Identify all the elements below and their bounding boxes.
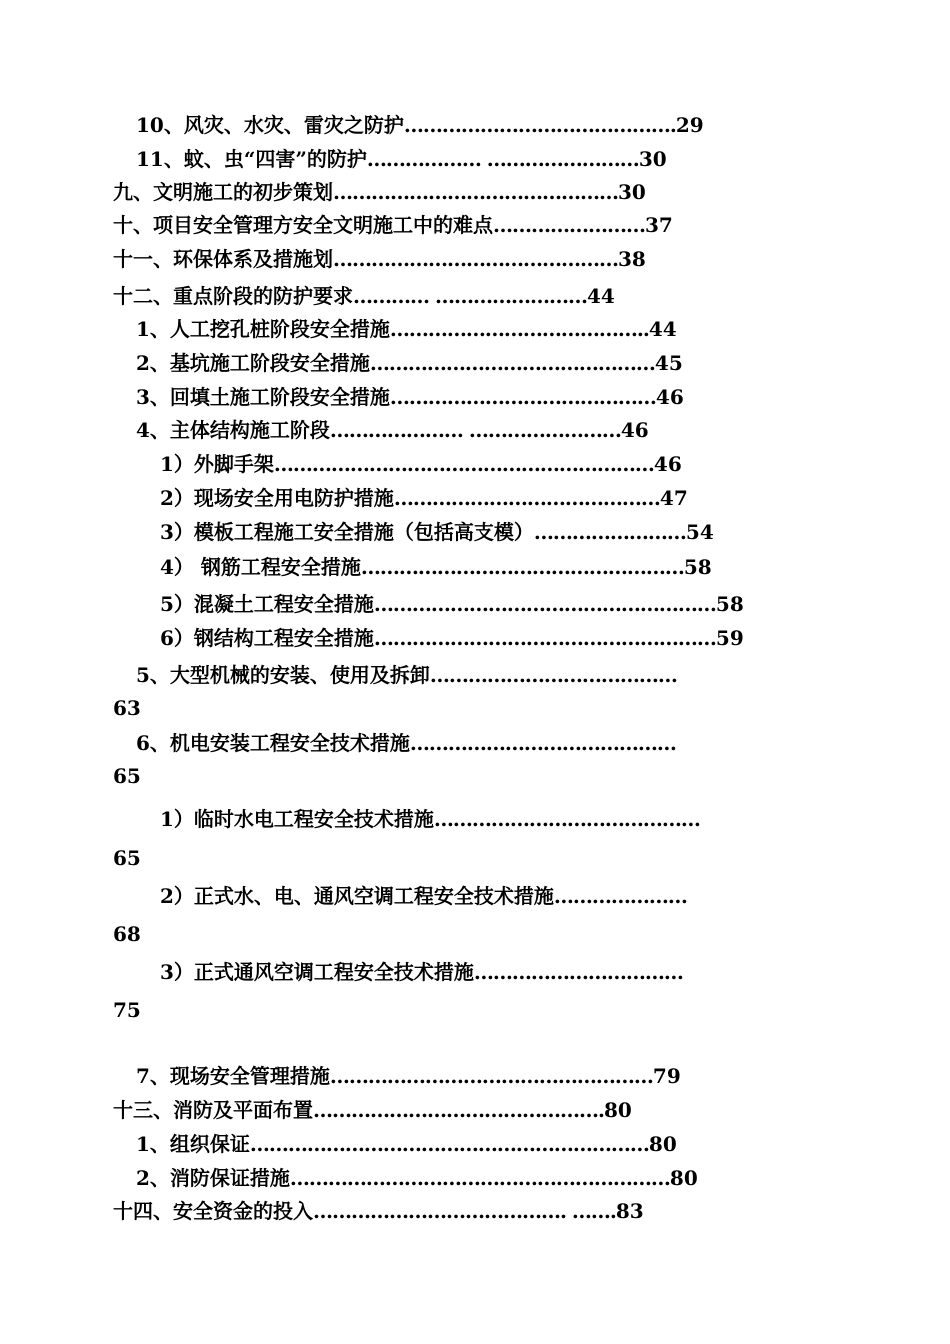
- toc-leader-dots: ………………………………………: [369, 351, 655, 375]
- toc-entry-title: 1）临时水电工程安全技术措施: [160, 807, 434, 831]
- toc-page-number: 44: [586, 284, 615, 308]
- toc-leader-dots: …………………………………: [429, 663, 677, 687]
- toc-entry-title: 1）外脚手架: [160, 452, 274, 476]
- toc-leader-dots: ……………………: [533, 520, 686, 544]
- toc-leader-dots: ……………………………………………………: [289, 1166, 670, 1190]
- toc-entry-title: 九、文明施工的初步策划: [113, 180, 333, 204]
- toc-entry-title: 3）正式通风空调工程安全技术措施: [160, 960, 474, 984]
- toc-page-number: 75: [113, 998, 141, 1022]
- toc-entry[interactable]: [113, 179, 646, 205]
- toc-entry-title: 4） 钢筋工程安全措施: [160, 555, 361, 579]
- toc-leader-dots: …………………: [553, 884, 687, 908]
- toc-entry[interactable]: [136, 1063, 681, 1089]
- toc-entry[interactable]: [136, 417, 649, 443]
- toc-entry-title: 5）混凝土工程安全措施: [160, 592, 374, 616]
- toc-leader-dots: ………… ……………………: [353, 284, 587, 308]
- toc-page-number: 45: [654, 351, 683, 375]
- toc-entry-title: 1、组织保证: [136, 1132, 250, 1156]
- toc-entry-title: 6、机电安装工程安全技术措施: [136, 731, 410, 755]
- toc-leader-dots: ………………………………………………………: [249, 1132, 649, 1156]
- toc-entry-title: 2）现场安全用电防护措施: [160, 486, 394, 510]
- toc-entry[interactable]: [113, 246, 646, 272]
- toc-page-number: 46: [653, 452, 682, 476]
- toc-entry-title: 5、大型机械的安装、使用及拆卸: [136, 663, 430, 687]
- toc-entry-title: 十一、环保体系及措施划: [113, 247, 333, 271]
- toc-page-number: 29: [675, 113, 704, 137]
- toc-entry[interactable]: [160, 451, 682, 477]
- toc-page-number: 54: [685, 520, 714, 544]
- toc-page-number: 46: [655, 385, 684, 409]
- toc-entry-title: 3）模板工程施工安全措施（包括高支模）: [160, 520, 534, 544]
- toc-leader-dots: ……………………………: [473, 960, 683, 984]
- toc-entry-title: 十、项目安全管理方安全文明施工中的难点: [113, 213, 493, 237]
- toc-entry[interactable]: [160, 806, 700, 832]
- toc-entry[interactable]: [136, 384, 684, 410]
- toc-entry[interactable]: [136, 730, 676, 756]
- toc-leader-dots: ……………………………………………………: [273, 452, 654, 476]
- toc-leader-dots: …………………………………..: [389, 317, 649, 341]
- toc-leader-dots: ………………………………………………: [373, 626, 716, 650]
- toc-page-number: 59: [715, 626, 744, 650]
- toc-page-number: 80: [648, 1132, 677, 1156]
- toc-page-number: 30: [638, 147, 667, 171]
- toc-entry-title: 7、现场安全管理措施: [136, 1064, 330, 1088]
- toc-leader-dots: …………………………………….: [403, 113, 676, 137]
- toc-entry[interactable]: [113, 212, 673, 238]
- toc-entry-title: 2）正式水、电、通风空调工程安全技术措施: [160, 884, 554, 908]
- toc-entry-title: 十三、消防及平面布置: [113, 1098, 313, 1122]
- toc-page-number: 58: [715, 592, 744, 616]
- toc-leader-dots: ……………………………………: [409, 731, 676, 755]
- toc-entry[interactable]: [136, 350, 683, 376]
- toc-entry[interactable]: [160, 883, 687, 909]
- toc-entry[interactable]: [136, 1165, 698, 1191]
- toc-leader-dots: ……………………………………….: [313, 1098, 604, 1122]
- toc-entry[interactable]: [136, 146, 667, 172]
- toc-leader-dots: …………………………………. …….: [313, 1199, 616, 1223]
- toc-page-number: 44: [648, 317, 677, 341]
- toc-entry[interactable]: [136, 316, 677, 342]
- toc-page-number: 58: [683, 555, 712, 579]
- toc-page-number: 79: [652, 1064, 681, 1088]
- toc-page-number: 63: [113, 696, 141, 720]
- toc-entry[interactable]: [160, 554, 712, 580]
- toc-page-number: 68: [113, 922, 141, 946]
- toc-entry[interactable]: [160, 485, 688, 511]
- toc-entry[interactable]: [160, 591, 744, 617]
- toc-entry[interactable]: [113, 1097, 632, 1123]
- toc-page-number: 46: [620, 418, 649, 442]
- toc-leader-dots: ……………………………………: [389, 385, 656, 409]
- toc-entry[interactable]: [160, 625, 744, 651]
- toc-entry-title: 2、基坑施工阶段安全措施: [136, 351, 370, 375]
- toc-leader-dots: ……………… ……………………: [366, 147, 639, 171]
- toc-page-number: 30: [618, 180, 646, 204]
- toc-entry[interactable]: [136, 1131, 677, 1157]
- toc-leader-dots: ……………………………………………: [360, 555, 684, 579]
- toc-entry-title: 3、回填土施工阶段安全措施: [136, 385, 390, 409]
- toc-entry[interactable]: [136, 112, 704, 138]
- toc-page-number: 65: [113, 764, 141, 788]
- toc-entry[interactable]: [136, 662, 677, 688]
- toc-page-number: 38: [618, 247, 646, 271]
- toc-entry-title: 十四、安全资金的投入: [113, 1199, 313, 1223]
- toc-entry-title: 10、风灾、水灾、雷灾之防护: [136, 113, 404, 137]
- toc-leader-dots: ………………………………………: [333, 180, 618, 204]
- toc-leader-dots: ………………………………………………: [373, 592, 716, 616]
- toc-leader-dots: ……………………………………………: [329, 1064, 653, 1088]
- toc-entry[interactable]: [160, 519, 714, 545]
- toc-entry-title: 4、主体结构施工阶段: [136, 418, 330, 442]
- toc-leader-dots: ………………………………………: [333, 247, 618, 271]
- toc-page-number: 80: [603, 1098, 632, 1122]
- toc-page-number: 47: [659, 486, 688, 510]
- toc-entry[interactable]: [113, 1198, 644, 1224]
- toc-page-number: 37: [645, 213, 673, 237]
- toc-leader-dots: ………………… ……………………: [329, 418, 621, 442]
- toc-page-number: 80: [669, 1166, 698, 1190]
- toc-entry[interactable]: [113, 283, 615, 309]
- toc-entry-title: 十二、重点阶段的防护要求: [113, 284, 353, 308]
- toc-leader-dots: ……………………………………: [433, 807, 700, 831]
- toc-entry[interactable]: [160, 959, 683, 985]
- toc-leader-dots: ……………………………………: [393, 486, 660, 510]
- toc-entry-title: 11、蚊、虫“四害”的防护: [136, 147, 367, 171]
- toc-leader-dots: ……………………: [493, 213, 645, 237]
- toc-entry-title: 6）钢结构工程安全措施: [160, 626, 374, 650]
- toc-entry-title: 1、人工挖孔桩阶段安全措施: [136, 317, 390, 341]
- toc-page-number: 65: [113, 846, 141, 870]
- toc-page-number: 83: [615, 1199, 644, 1223]
- toc-entry-title: 2、消防保证措施: [136, 1166, 290, 1190]
